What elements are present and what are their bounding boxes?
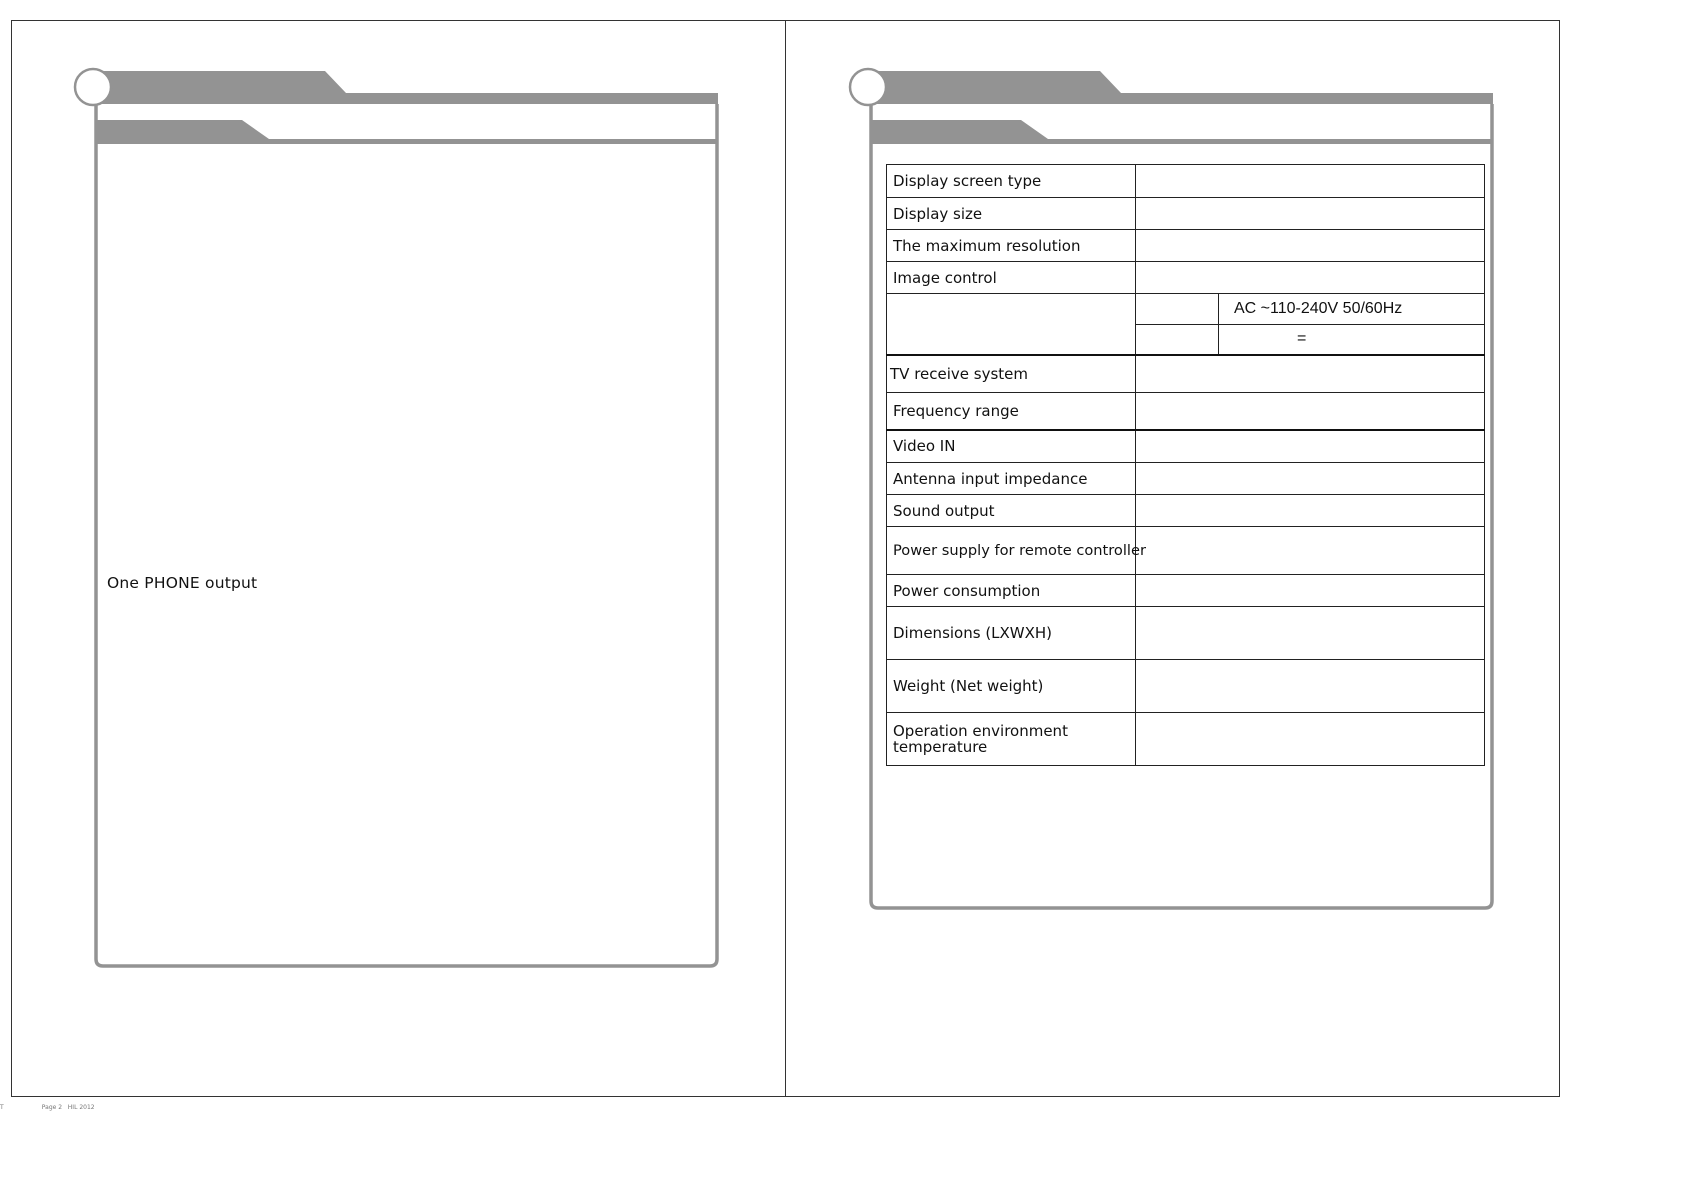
spec-label: Display screen type bbox=[887, 165, 1136, 198]
spec-label: TV receive system bbox=[887, 355, 1136, 393]
spec-row bbox=[887, 495, 1485, 527]
spec-label: Operation environment temperature bbox=[887, 713, 1136, 766]
spec-label: Antenna input impedance bbox=[887, 463, 1136, 495]
spec-label: Power consumption bbox=[887, 575, 1136, 607]
spec-row bbox=[887, 463, 1485, 495]
spec-value bbox=[1136, 230, 1485, 262]
spec-value bbox=[1136, 463, 1485, 495]
spec-row bbox=[887, 430, 1485, 463]
spec-row bbox=[887, 230, 1485, 262]
spec-label: Display size bbox=[887, 198, 1136, 230]
footer-note: T Page 2 HIL 2012 bbox=[0, 1104, 95, 1111]
spec-row bbox=[887, 713, 1485, 766]
spec-value bbox=[1136, 495, 1485, 527]
spec-sub-label bbox=[1136, 325, 1219, 355]
spec-row bbox=[887, 355, 1485, 393]
spec-row bbox=[887, 575, 1485, 607]
spec-value-ac: AC ~110-240V 50/60Hz bbox=[1219, 294, 1485, 325]
spec-label: Image control bbox=[887, 262, 1136, 294]
spec-value bbox=[1136, 713, 1485, 766]
spec-label: Power supply for remote controller bbox=[887, 527, 1136, 575]
spec-label: The maximum resolution bbox=[887, 230, 1136, 262]
spec-row bbox=[887, 165, 1485, 198]
spec-value bbox=[1136, 607, 1485, 660]
spec-label bbox=[887, 294, 1136, 355]
specifications-table bbox=[886, 164, 1485, 766]
spec-value bbox=[1136, 430, 1485, 463]
spec-label: Sound output bbox=[887, 495, 1136, 527]
spec-row bbox=[887, 660, 1485, 713]
spec-value-dc: = bbox=[1219, 325, 1485, 355]
spec-label: Dimensions (LXWXH) bbox=[887, 607, 1136, 660]
spec-label: Frequency range bbox=[887, 393, 1136, 430]
spec-label: Weight (Net weight) bbox=[887, 660, 1136, 713]
spec-value bbox=[1136, 262, 1485, 294]
spec-value bbox=[1136, 198, 1485, 230]
spec-row bbox=[887, 198, 1485, 230]
spec-row bbox=[887, 607, 1485, 660]
spec-value bbox=[1136, 165, 1485, 198]
spec-row bbox=[887, 262, 1485, 294]
spec-row bbox=[887, 393, 1485, 430]
spec-sub-label bbox=[1136, 294, 1219, 325]
spec-value bbox=[1136, 575, 1485, 607]
spec-value bbox=[1136, 393, 1485, 430]
spec-label: Video IN bbox=[887, 430, 1136, 463]
spec-value bbox=[1136, 660, 1485, 713]
spec-row bbox=[887, 527, 1485, 575]
left-section-panel bbox=[70, 66, 730, 971]
phone-output-label: One PHONE output bbox=[107, 574, 258, 592]
spec-row-power-source bbox=[887, 294, 1485, 325]
spec-value bbox=[1136, 527, 1485, 575]
spec-value bbox=[1136, 355, 1485, 393]
